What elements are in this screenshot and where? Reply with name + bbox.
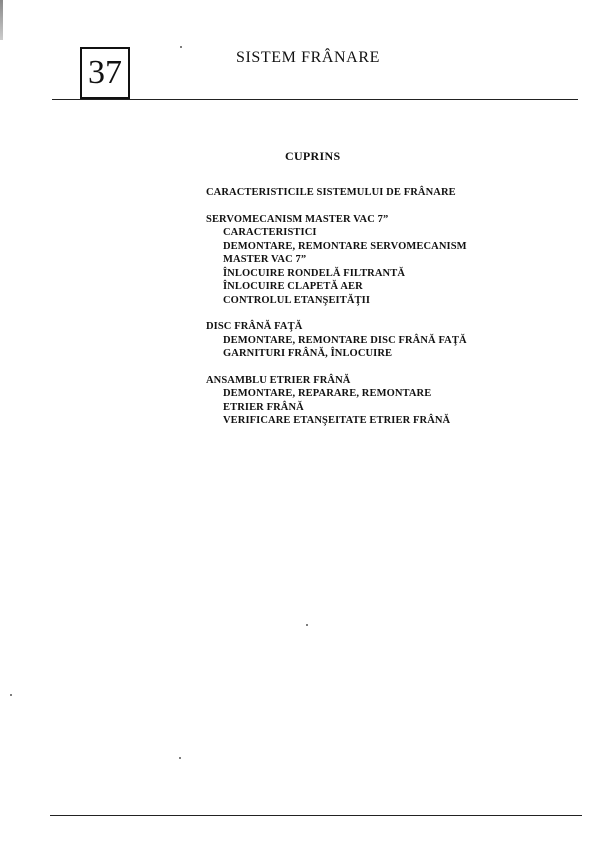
scan-edge-mark: [0, 0, 3, 40]
toc-group: [206, 320, 506, 361]
chapter-number-box: [80, 47, 130, 99]
toc-group: [206, 186, 506, 200]
toc-entry: DEMONTARE, REMONTARE SERVOMECANISM: [223, 240, 467, 252]
toc-heading: CUPRINS: [285, 149, 341, 163]
toc-section-title: CARACTERISTICILE SISTEMULUI DE FRÂNARE: [206, 187, 456, 198]
chapter-title: SISTEM FRÂNARE: [236, 49, 380, 66]
toc-group: [206, 374, 506, 428]
footer-divider: [50, 815, 582, 816]
toc-entry: ETRIER FRÂNĂ: [223, 401, 304, 413]
toc-entry: VERIFICARE ETANŞEITATE ETRIER FRÂNĂ: [223, 415, 451, 426]
scan-speck: [306, 624, 308, 626]
toc-entry: ÎNLOCUIRE CLAPETĂ AER: [223, 281, 363, 292]
header-divider: [52, 99, 578, 100]
toc-entry: CONTROLUL ETANŞEITĂŢII: [223, 294, 371, 306]
toc-section-title: DISC FRÂNĂ FAŢĂ: [206, 321, 303, 332]
toc-section-title: SERVOMECANISM MASTER VAC 7”: [206, 213, 389, 225]
toc-entry: CARACTERISTICI: [223, 227, 317, 238]
toc-entry: DEMONTARE, REPARARE, REMONTARE: [223, 388, 432, 399]
table-of-contents: [206, 186, 506, 441]
toc-entry: GARNITURI FRÂNĂ, ÎNLOCUIRE: [223, 348, 393, 359]
toc-entry: ÎNLOCUIRE RONDELĂ FILTRANTĂ: [223, 267, 406, 279]
chapter-number: 37: [88, 54, 122, 91]
scan-speck: [10, 694, 12, 696]
toc-section-title: ANSAMBLU ETRIER FRÂNĂ: [206, 374, 351, 386]
scan-speck: [180, 46, 182, 48]
toc-group: [206, 213, 506, 308]
toc-entry: MASTER VAC 7”: [223, 254, 307, 265]
scan-speck: [179, 757, 181, 759]
toc-entry: DEMONTARE, REMONTARE DISC FRÂNĂ FAŢĂ: [223, 334, 467, 346]
